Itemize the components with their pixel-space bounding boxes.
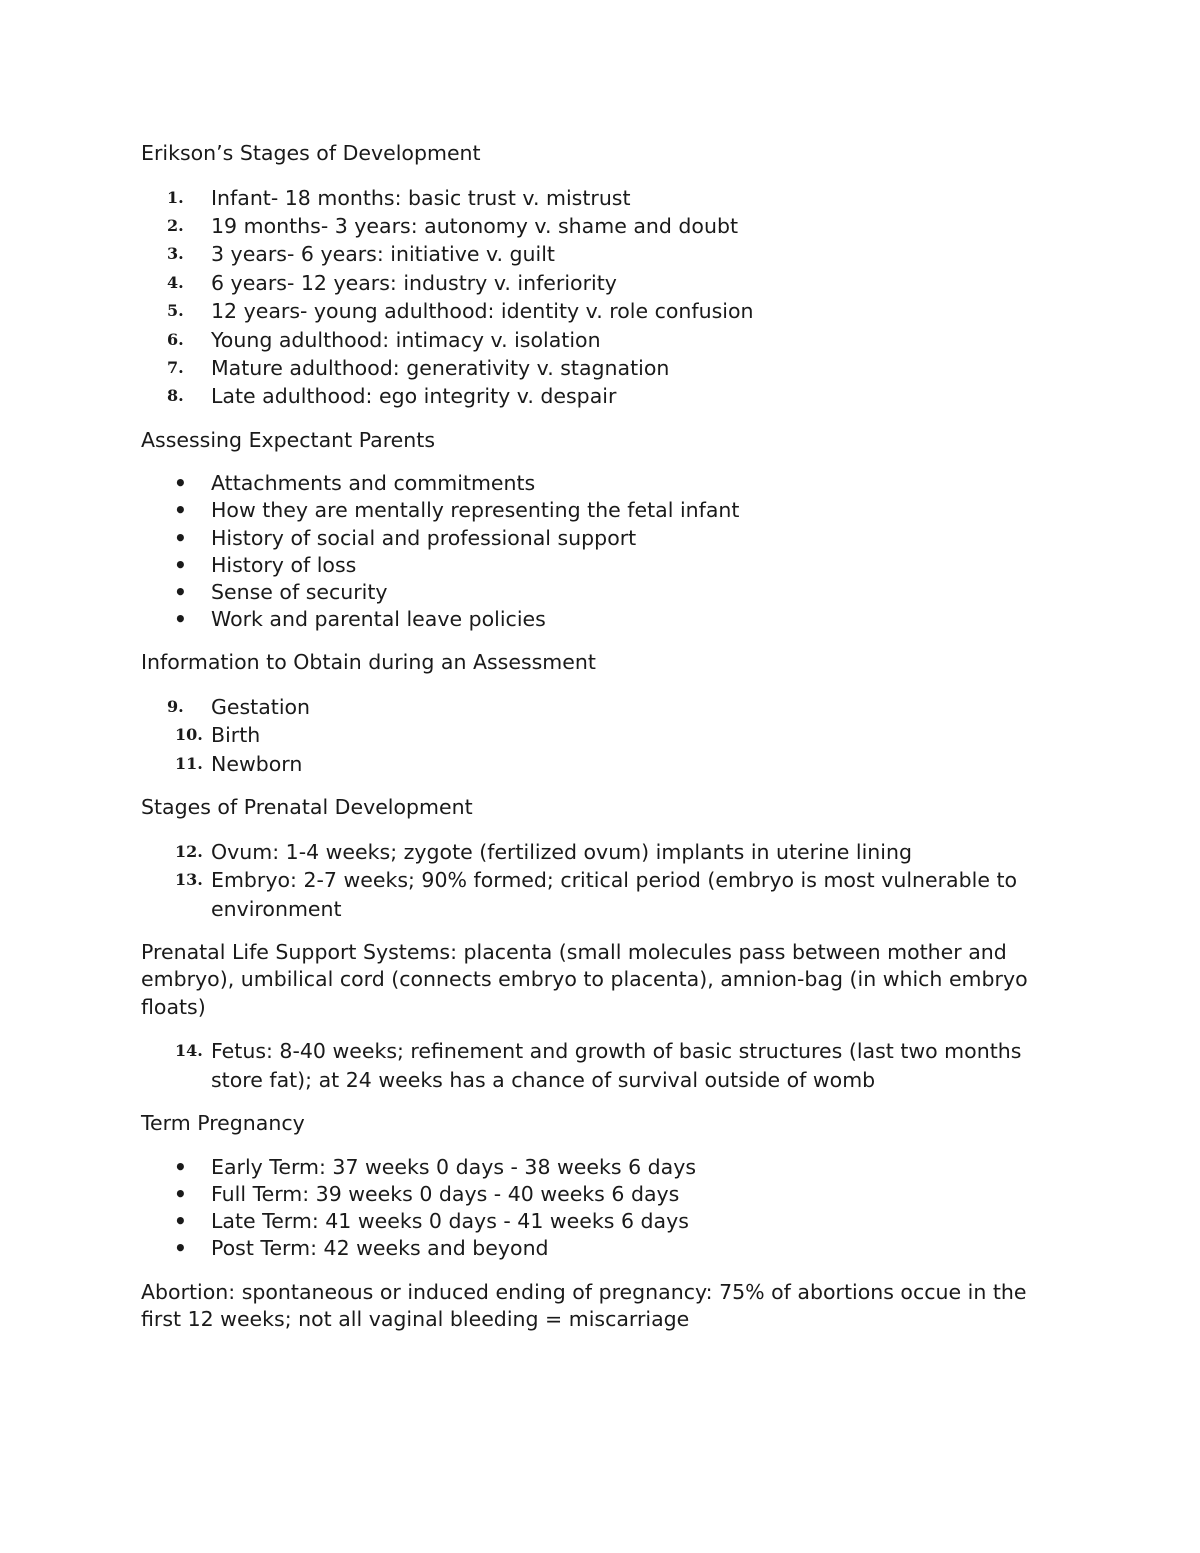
list-item-text: Full Term: 39 weeks 0 days - 40 weeks 6 days xyxy=(211,1181,680,1206)
erikson-heading: Erikson’s Stages of Development xyxy=(141,141,481,165)
information-heading: Information to Obtain during an Assessment xyxy=(141,650,596,675)
list-number: 14. xyxy=(175,1041,203,1061)
fetus-list xyxy=(141,1037,1061,1094)
list-item-text: 19 months- 3 years: autonomy v. shame and doubt xyxy=(211,213,739,238)
bullet-marker: • xyxy=(174,1181,187,1206)
abortion-paragraph: Abortion: spontaneous or induced ending of pregnancy: 75% of abortions occue in the first 12 weeks; not all vaginal bleeding = miscarriage xyxy=(141,1279,1027,1332)
list-item-text: Sense of security xyxy=(211,580,388,605)
erikson-stages-list xyxy=(141,184,1061,411)
list-number: 2. xyxy=(167,215,184,235)
list-number: 13. xyxy=(175,870,203,890)
list-item-text: Infant- 18 months: basic trust v. mistrust xyxy=(211,185,631,210)
list-item-text: Attachments and commitments xyxy=(211,471,536,496)
list-item-text: History of loss xyxy=(211,552,357,577)
prenatal-heading: Stages of Prenatal Development xyxy=(141,795,473,820)
list-item xyxy=(141,866,1061,923)
list-item xyxy=(141,382,1061,410)
list-item xyxy=(141,606,1061,633)
list-item xyxy=(141,1154,1061,1181)
list-item xyxy=(141,326,1061,354)
list-number: 3. xyxy=(167,244,184,264)
list-item xyxy=(141,497,1061,524)
list-item xyxy=(141,1235,1061,1262)
list-item xyxy=(141,269,1061,297)
assessing-list xyxy=(141,470,1061,633)
list-number: 8. xyxy=(167,386,184,406)
information-list xyxy=(141,693,1061,778)
list-item xyxy=(141,579,1061,606)
list-item-text: 12 years- young adulthood: identity v. role confusion xyxy=(211,299,754,324)
list-item xyxy=(141,552,1061,579)
list-number: 7. xyxy=(167,357,184,377)
bullet-marker: • xyxy=(174,1209,187,1234)
list-item-text: Late adulthood: ego integrity v. despair xyxy=(211,384,617,409)
list-item-text: Mature adulthood: generativity v. stagnation xyxy=(211,355,670,380)
list-item xyxy=(141,693,1061,721)
term-heading: Term Pregnancy xyxy=(141,1111,305,1136)
list-item xyxy=(141,184,1061,212)
list-number: 5. xyxy=(167,301,184,321)
list-number: 11. xyxy=(175,753,203,773)
bullet-marker: • xyxy=(174,1154,187,1179)
term-list xyxy=(141,1154,1061,1263)
list-item xyxy=(141,240,1061,268)
list-item-text: Late Term: 41 weeks 0 days - 41 weeks 6 days xyxy=(211,1209,689,1234)
list-item xyxy=(141,721,1061,749)
document-page xyxy=(141,140,1061,1334)
list-item-text: Newborn xyxy=(211,751,303,776)
list-item-text: Young adulthood: intimacy v. isolation xyxy=(211,327,601,352)
life-support-paragraph: Prenatal Life Support Systems: placenta (small molecules pass between mother and embryo), umbilical cord (connects embryo to placenta), amnion-bag (in which embryo floats) xyxy=(141,939,1028,1019)
list-number: 12. xyxy=(175,841,203,861)
list-item-text: 3 years- 6 years: initiative v. guilt xyxy=(211,242,555,267)
list-item xyxy=(141,297,1061,325)
prenatal-list xyxy=(141,838,1061,923)
bullet-marker: • xyxy=(174,580,187,605)
list-item-text: Gestation xyxy=(211,694,311,719)
list-item-text: 6 years- 12 years: industry v. inferiority xyxy=(211,270,617,295)
list-item-text: Birth xyxy=(211,723,261,748)
assessing-heading: Assessing Expectant Parents xyxy=(141,427,436,452)
list-item xyxy=(141,354,1061,382)
bullet-marker: • xyxy=(174,498,187,523)
list-item-text: Post Term: 42 weeks and beyond xyxy=(211,1236,549,1261)
list-item-text: Ovum: 1-4 weeks; zygote (fertilized ovum) implants in uterine lining xyxy=(211,839,913,864)
list-number: 9. xyxy=(167,696,184,716)
list-item xyxy=(141,1037,1061,1094)
list-number: 4. xyxy=(167,272,184,292)
list-item-text: Fetus: 8-40 weeks; refinement and growth of basic structures (last two months store fat); at 24 weeks has a chance of survival outside of womb xyxy=(211,1039,1022,1092)
bullet-marker: • xyxy=(174,1236,187,1261)
list-item xyxy=(141,212,1061,240)
list-number: 10. xyxy=(175,725,203,745)
list-item xyxy=(141,1181,1061,1208)
list-item xyxy=(141,1208,1061,1235)
list-item-text: Early Term: 37 weeks 0 days - 38 weeks 6 days xyxy=(211,1154,697,1179)
bullet-marker: • xyxy=(174,471,187,496)
bullet-marker: • xyxy=(174,607,187,632)
list-item xyxy=(141,525,1061,552)
bullet-marker: • xyxy=(174,525,187,550)
list-item xyxy=(141,838,1061,866)
list-item xyxy=(141,470,1061,497)
list-item-text: Work and parental leave policies xyxy=(211,607,546,632)
list-item-text: History of social and professional support xyxy=(211,525,637,550)
list-number: 6. xyxy=(167,329,184,349)
list-number: 1. xyxy=(167,187,184,207)
list-item xyxy=(141,750,1061,778)
bullet-marker: • xyxy=(174,552,187,577)
list-item-text: How they are mentally representing the fetal infant xyxy=(211,498,740,523)
list-item-text: Embryo: 2-7 weeks; 90% formed; critical period (embryo is most vulnerable to environment xyxy=(211,868,1018,921)
